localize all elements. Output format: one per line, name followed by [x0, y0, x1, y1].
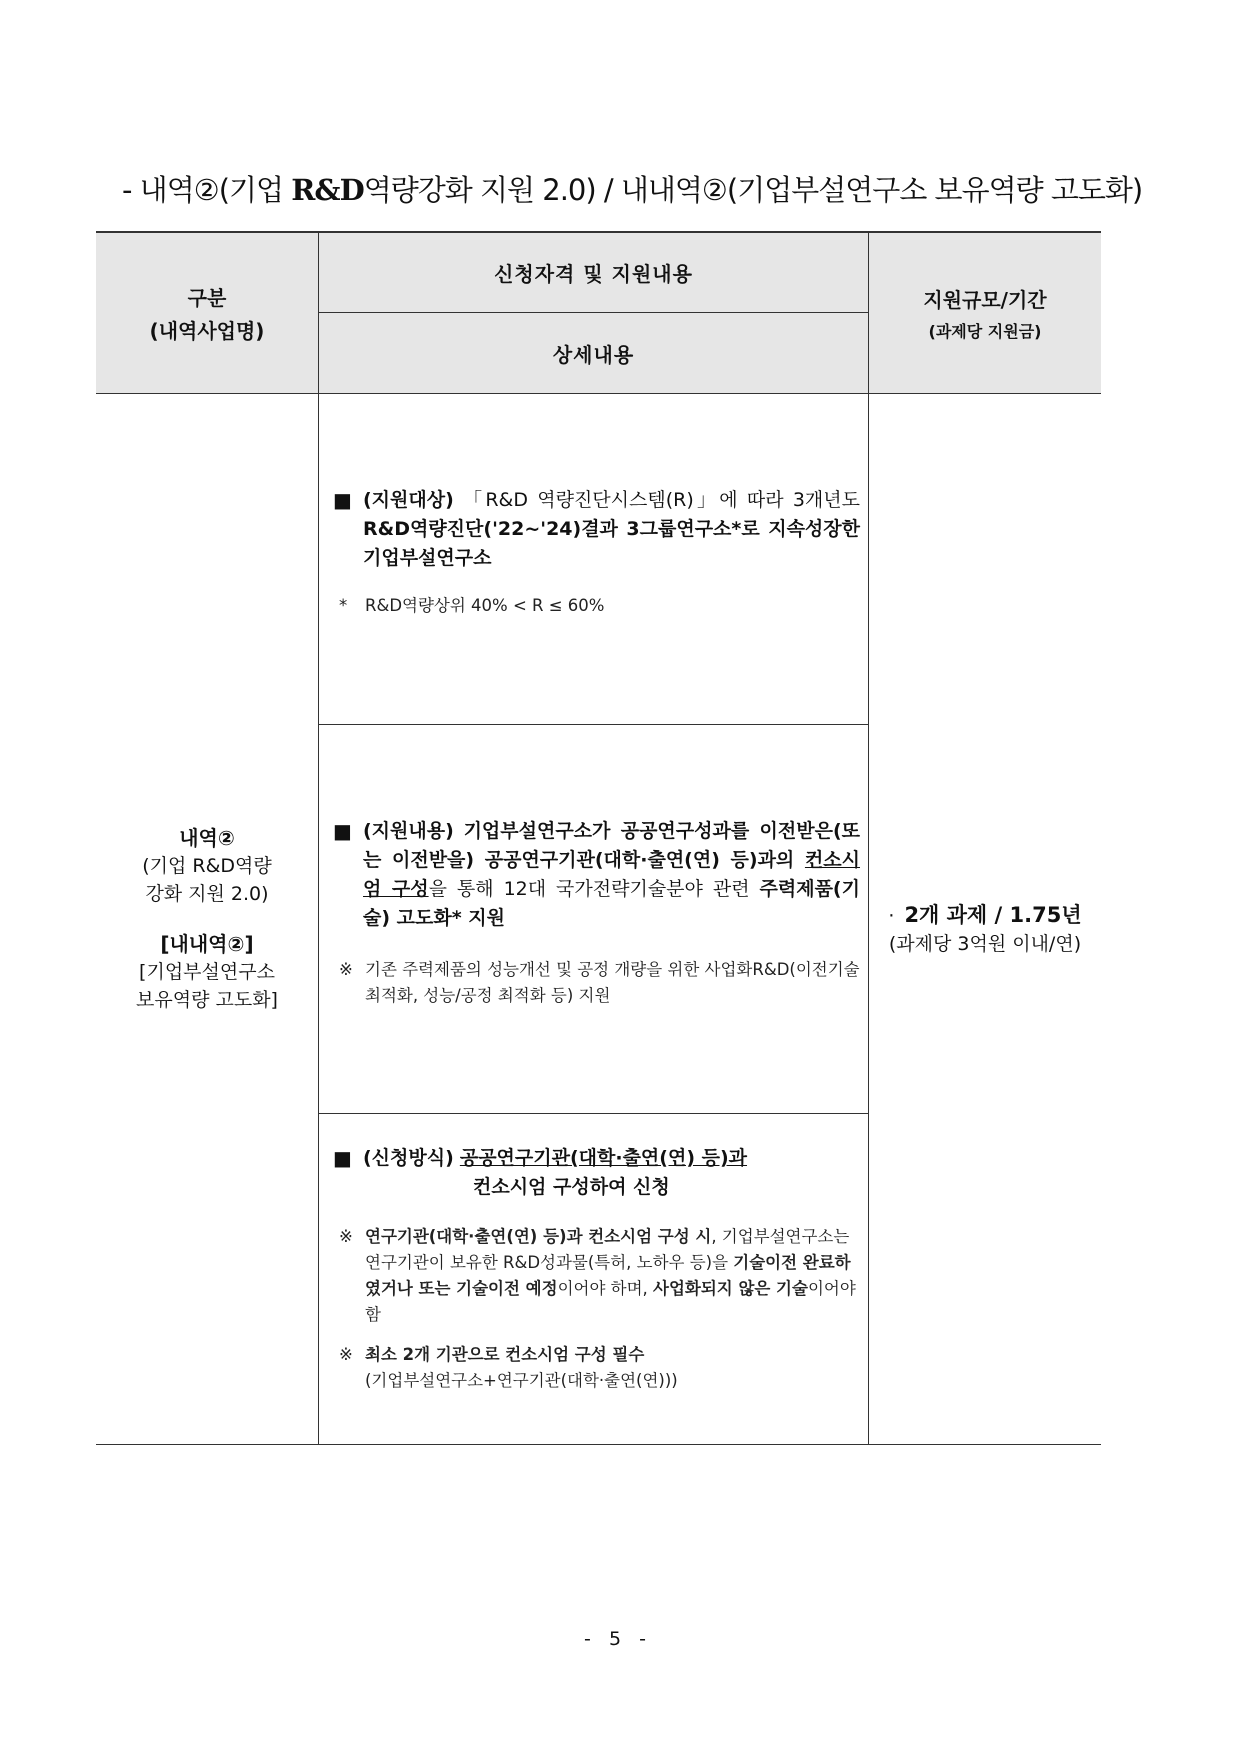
reference-mark-icon: ※: [339, 1227, 353, 1246]
eligibility-label: (지원대상): [363, 489, 454, 511]
support-text-b: 컨소시엄 구성: [363, 849, 860, 900]
program-title: 내역②: [179, 826, 235, 850]
header-eligibility: 신청자격 및 지원내용: [319, 232, 869, 313]
application-note1-c: 기술이전 완료하였거나 또는 기술이전 예정: [365, 1253, 851, 1298]
dot-bullet-icon: ·: [888, 904, 895, 927]
application-text-a: 공공연구기관(대학·출연(연) 등)과: [459, 1147, 748, 1169]
section-eligibility: [319, 394, 869, 725]
application-note1-a: 연구기관(대학·출연(연) 등)과 컨소시엄 구성 시: [365, 1227, 712, 1246]
header-category: [96, 232, 319, 394]
heading-bold: R&D: [291, 173, 364, 207]
application-note-1: [333, 1224, 860, 1328]
scale-line2: (과제당 3억원 이내/연): [888, 932, 1082, 955]
eligibility-text-a: 「R&D 역량진단시스템(R)」에 따라 3개년도: [463, 489, 860, 511]
application-note1-d: 이어야 하며,: [557, 1279, 653, 1298]
application-note2-a: 최소 2개 기관으로 컨소시엄 구성 필수: [365, 1345, 645, 1364]
application-note1-f: 이어야 함: [365, 1279, 856, 1324]
support-label: (지원내용): [363, 820, 454, 842]
program-sub-line1: (기업 R&D역량: [142, 855, 272, 877]
eligibility-text-b: R&D역량진단('22~'24)결과 3그룹연구소*로 지속성장한 기업부설연구소: [363, 518, 860, 569]
section-heading: [122, 168, 1143, 209]
header-category-line1: 구분: [187, 286, 227, 310]
eligibility-bullet: [333, 486, 860, 573]
page-number: - 5 -: [584, 1628, 652, 1650]
application-note1-e: 사업화되지 않은 기술: [653, 1279, 808, 1298]
section-application: [319, 1114, 869, 1445]
asterisk-icon: *: [339, 596, 348, 615]
support-text-e: * 지원: [451, 907, 505, 929]
program-table: [96, 231, 1101, 1445]
header-details: 상세내용: [319, 313, 869, 394]
header-scale-line1: 지원규모/기간: [923, 288, 1047, 312]
section-support: [319, 725, 869, 1114]
eligibility-note-text: R&D역량상위 40% < R ≤ 60%: [365, 596, 605, 615]
heading-prefix: - 내역②(기업: [122, 173, 292, 207]
program-name-cell: [96, 394, 319, 1445]
square-bullet-icon: ■: [333, 819, 352, 843]
square-bullet-icon: ■: [333, 488, 352, 512]
subprogram-sub-line1: [기업부설연구소: [139, 961, 275, 983]
program-sub-line2: 강화 지원 2.0): [145, 883, 269, 905]
subprogram-title: [내내역②]: [160, 932, 254, 956]
support-note: [333, 957, 860, 1009]
application-note2-b: (기업부설연구소+연구기관(대학·출연(연))): [365, 1371, 678, 1390]
header-scale-line2: (과제당 지원금): [928, 322, 1042, 341]
eligibility-note: [333, 593, 860, 619]
application-bullet: [333, 1144, 860, 1202]
heading-suffix: 역량강화 지원 2.0) / 내내역②(기업부설연구소 보유역량 고도화): [363, 173, 1143, 207]
reference-mark-icon: ※: [339, 960, 353, 979]
support-note-text: 기존 주력제품의 성능개선 및 공정 개량을 위한 사업화R&D(이전기술 최적화, 성능/공정 최적화 등) 지원: [365, 960, 860, 1005]
application-label: (신청방식): [363, 1147, 454, 1169]
header-scale: [869, 232, 1102, 394]
square-bullet-icon: ■: [333, 1146, 352, 1170]
application-note-2: [333, 1342, 860, 1394]
reference-mark-icon: ※: [339, 1345, 353, 1364]
support-text-c: 을 통해 12대 국가전략기술분야 관련: [428, 878, 760, 900]
scale-cell: [869, 394, 1102, 1445]
header-category-line2: (내역사업명): [149, 319, 265, 343]
support-text-a: 기업부설연구소가 공공연구성과를 이전받은(또는 이전받을) 공공연구기관(대학·출연(연) 등)과의: [363, 820, 860, 871]
application-note1-b: , 기업부설연구소는 연구기관이 보유한 R&D성과물(특허, 노하우 등)을: [365, 1227, 850, 1272]
support-text-d: 주력제품(기술) 고도화: [363, 878, 860, 929]
application-text-b: 컨소시엄 구성하여 신청: [473, 1176, 670, 1198]
support-bullet: [333, 817, 860, 933]
subprogram-sub-line2: 보유역량 고도화]: [136, 989, 278, 1011]
scale-line1: 2개 과제 / 1.75년: [904, 902, 1082, 927]
